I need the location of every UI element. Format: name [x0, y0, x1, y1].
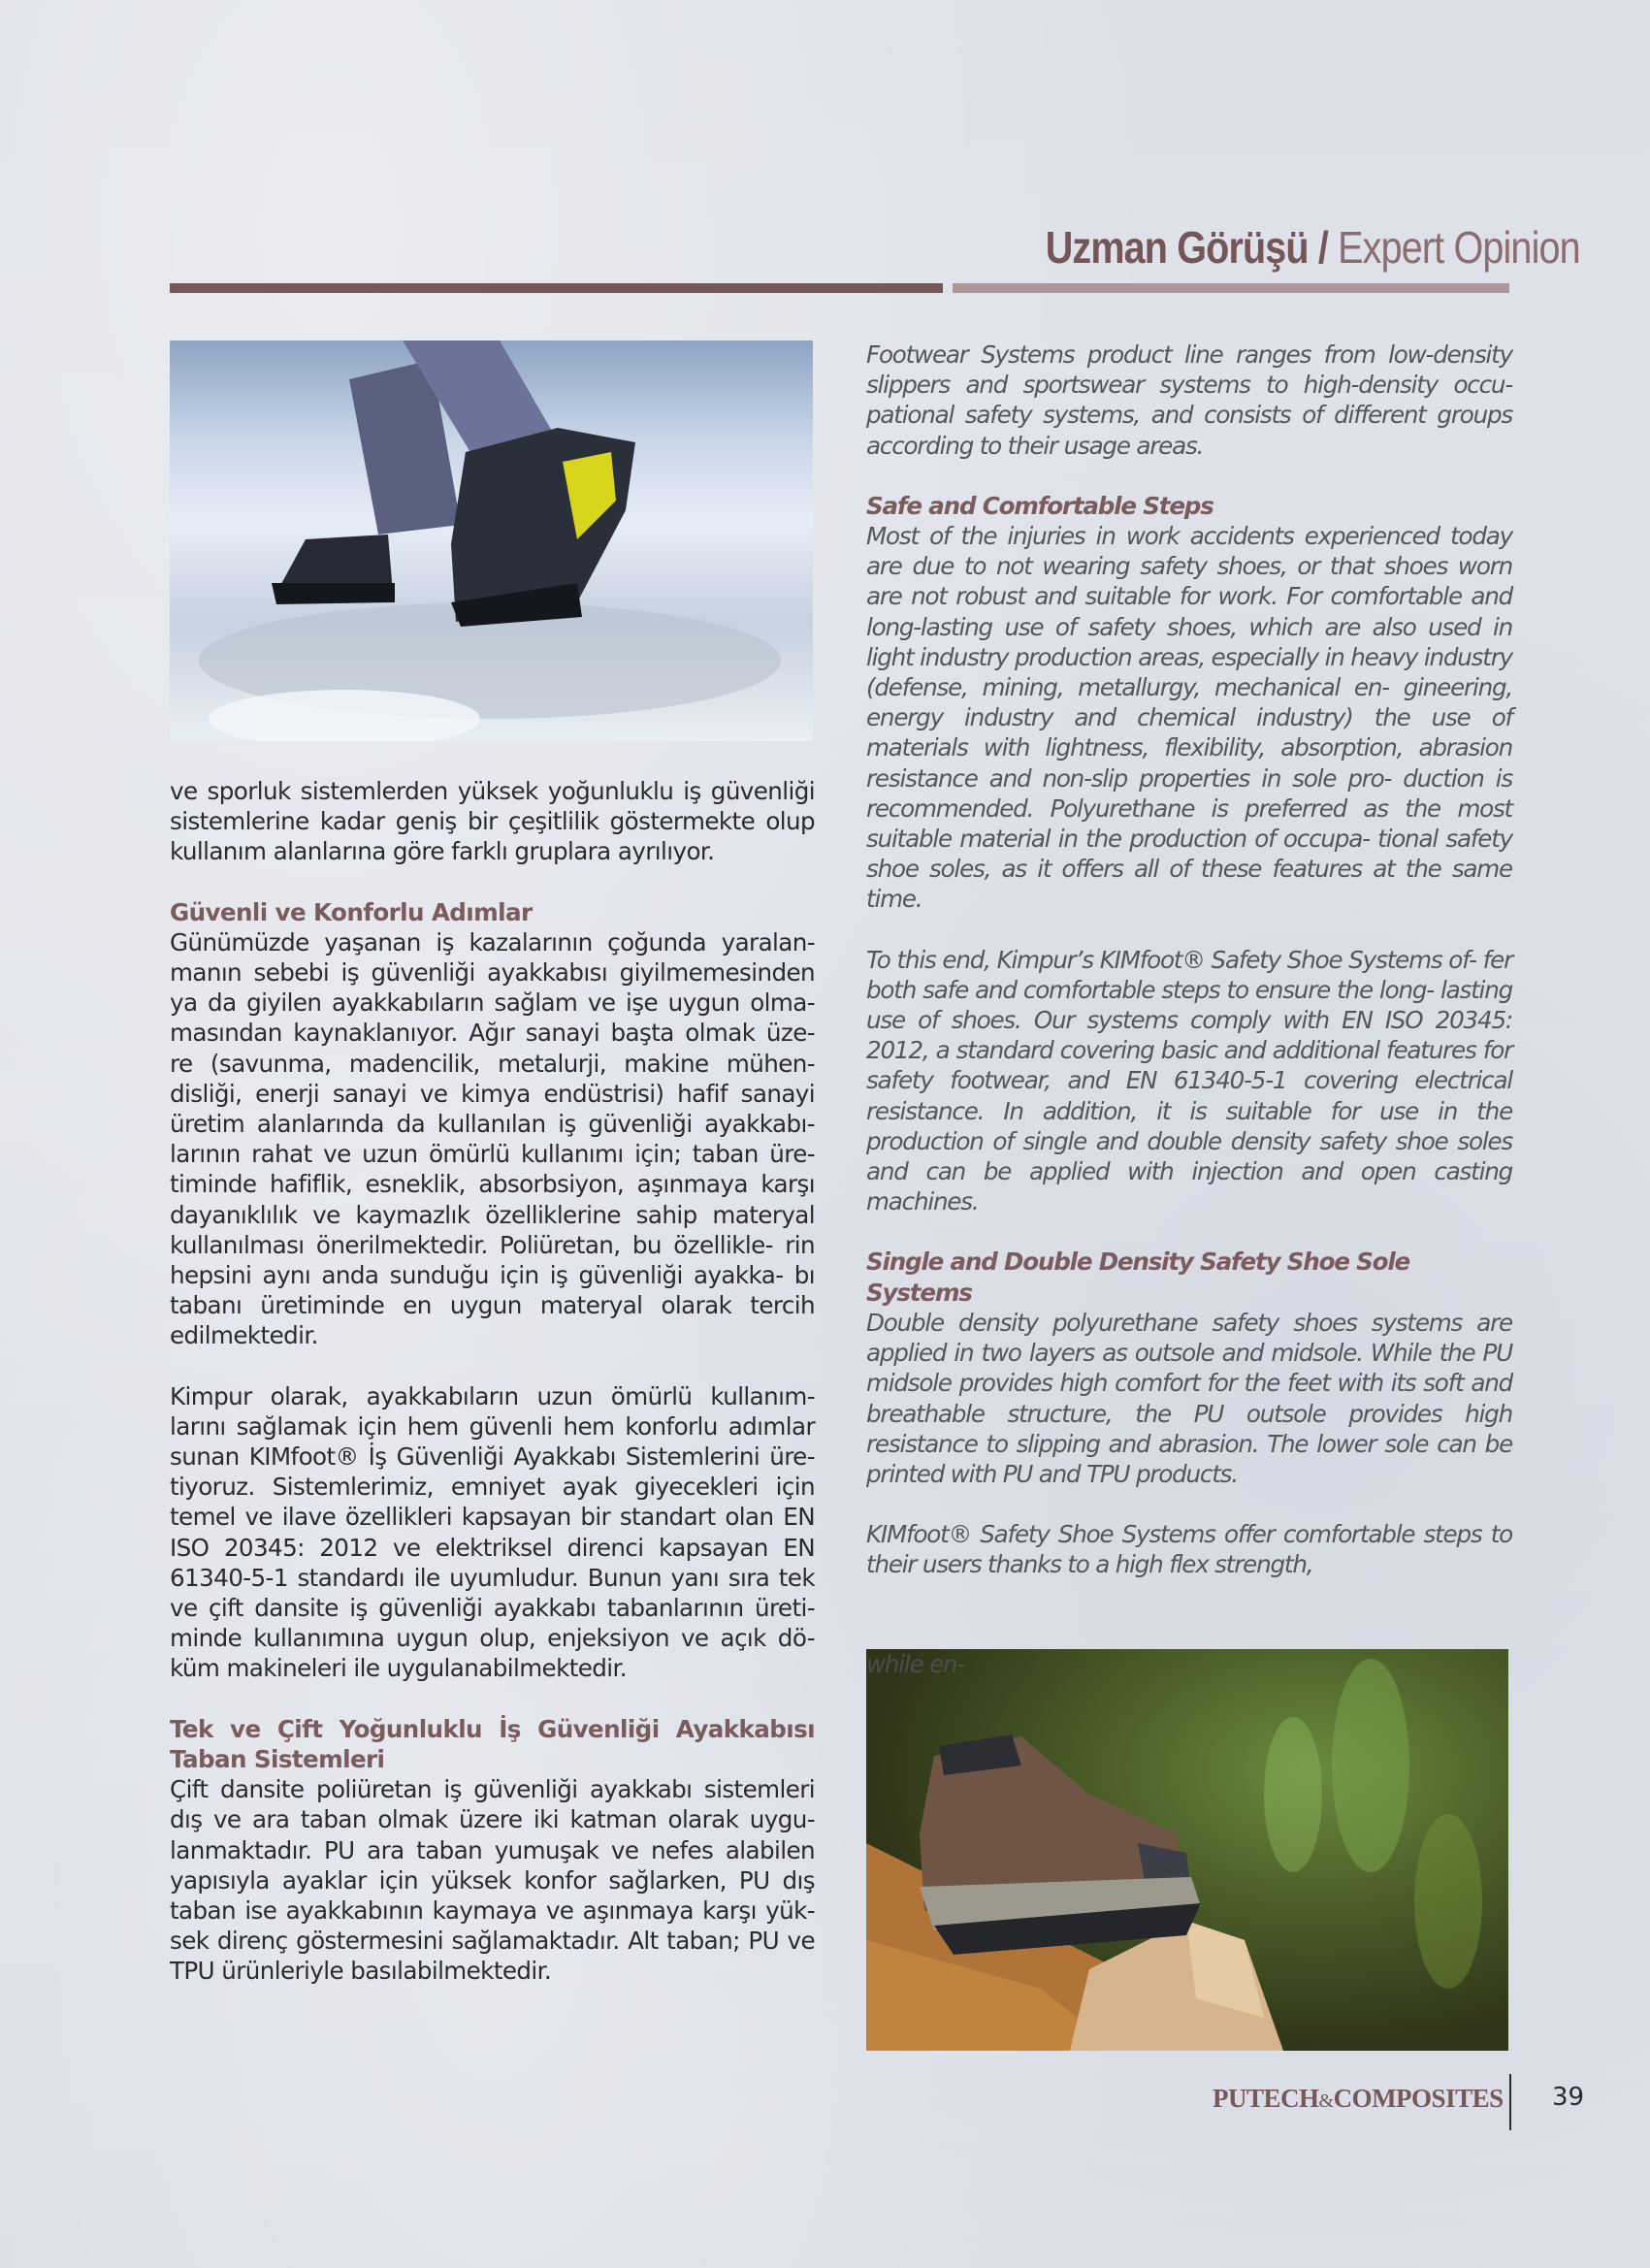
footer-divider — [1509, 2074, 1511, 2130]
page-number: 39 — [1552, 2083, 1585, 2112]
english-overflow-text: while en- — [866, 1650, 965, 1678]
logo-text-putech: PUTECH — [1213, 2084, 1319, 2113]
hiking-boot-illustration — [866, 1649, 1508, 2051]
turkish-section1-heading: Güvenli ve Konforlu Adımlar — [170, 897, 533, 926]
header-title-english: Expert Opinion — [1338, 222, 1580, 273]
header-title-turkish: Uzman Görüşü / — [1045, 222, 1329, 273]
turkish-article-column — [170, 776, 815, 1987]
english-section1-heading: Safe and Comfortable Steps — [866, 491, 1213, 520]
english-section1-paragraph1: Most of the injuries in work accidents experienced today are due to not wearing safety shoes, or that shoes worn are not robust and suitable for work. For comfortable and long-lasting use of safety shoes, which are also used in light industry production areas, especially in heavy industry (defense, mining, metallurgy, mechanical en- gineering, energy industry and chemical industry) the use of materials with lightness, flexibility, absorption, abrasion resistance and non-slip properties in sole pro- duction is recommended. Polyurethane is preferred as the most suitable material in the production of occupa- tional safety shoe soles, as it offers all of these features at the same time. — [866, 522, 1512, 914]
header-rule-dark — [170, 283, 943, 293]
english-article-column — [866, 340, 1512, 1580]
turkish-section2-paragraph1: Çift dansite poliüretan iş güvenliği ayakkabı sistemleri dış ve ara taban olmak üzere iki katman olarak uygu- lanmaktadır. PU ara taban yumuşak ve nefes alabilen yapısıyla ayaklar için yüksek konfor sağlarken, PU dış taban ise ayakkabının kaymaya ve aşınmaya karşı yük- sek direnç göstermesini sağlamaktadır. Alt taban; PU ve TPU ürünleriyle basılabilmektedir. — [170, 1775, 815, 1986]
english-section2-paragraph1: Double density polyurethane safety shoes systems are applied in two layers as outsole and midsole. While the PU midsole provides high comfort for the feet with its soft and breathable structure, the PU outsole provides high resistance to slipping and abrasion. The lower sole can be printed with PU and TPU products. — [866, 1308, 1512, 1488]
safety-boots-on-ice-photo — [170, 340, 813, 741]
turkish-section1-paragraph1: Günümüzde yaşanan iş kazalarının çoğunda yaralan- manın sebebi iş güvenliği ayakkabısı giyilmemesinden ya da giyilen ayakkabıların sağlam ve işe uygun olma- masından kaynaklanıyor. Ağır sanayi başta olmak üze- re (savunma, madencilik, metalurji, makine mühen- disliği, enerji sanayi ve kimya endüstrisi) hafif sanayi üretim alanlarında da kullanılan iş güvenliği ayakkabı- larının rahat ve uzun ömürlü kullanımı için; taban üre- timinde hafiflik, esneklik, absorbsiyon, aşınmaya karşı dayanıklılık ve kaymazlık özelliklerine sahip materyal kullanılması önerilmektedir. Poliüretan, bu özellikle- rin hepsini aynı anda sunduğu için iş güvenliği ayakka- bı tabanı üretiminde en uygun materyal olarak tercih edilmektedir. — [170, 927, 815, 1350]
logo-ampersand: & — [1318, 2090, 1334, 2112]
turkish-intro-paragraph: ve sporluk sistemlerden yüksek yoğunluklu iş güvenliği sistemlerine kadar geniş bir çeşitlilik göstermekte olup kullanım alanlarına göre farklı gruplara ayrılıyor. — [170, 777, 815, 866]
header-rule-light — [953, 283, 1509, 293]
english-section1-paragraph2: To this end, Kimpur’s KIMfoot® Safety Shoe Systems of- fer both safe and comfortable steps to ensure the long- lasting use of shoes. Our systems comply with EN ISO 20345: 2012, a standard covering basic and additional features for safety footwear, and EN 61340-5-1 covering electrical resistance. In addition, it is suitable for use in the production of single and double density safety shoe soles and can be applied with injection and open casting machines. — [866, 945, 1512, 1216]
hiking-boot-on-rock-photo — [866, 1649, 1508, 2051]
turkish-section1-paragraph2: Kimpur olarak, ayakkabıların uzun ömürlü kullanım- larını sağlamak için hem güvenli hem konforlu adımlar sunan KIMfoot® İş Güvenliği Ayakkabı Sistemlerini üre- tiyoruz. Sistemlerimiz, emniyet ayak giyecekleri için temel ve ilave özellikleri kapsayan bir standart olan EN ISO 20345: 2012 ve elektriksel direnci kapsayan EN 61340-5-1 standardı ile uyumludur. Bunun yanı sıra tek ve çift dansite iş güvenliği ayakkabı tabanlarının üreti- minde kullanımına uygun olup, enjeksiyon ve açık dö- küm makineleri ile uygulanabilmektedir. — [170, 1381, 815, 1683]
publication-logo — [1213, 2084, 1504, 2114]
english-intro-paragraph: Footwear Systems product line ranges from low-density slippers and sportswear systems to high-density occu- pational safety systems, and consists of different groups according to their usage areas. — [866, 340, 1512, 460]
logo-text-composites: COMPOSITES — [1333, 2084, 1504, 2113]
boots-on-ice-illustration — [170, 340, 813, 741]
english-section2-paragraph2: KIMfoot® Safety Shoe Systems offer comfortable steps to their users thanks to a high flex strength, — [866, 1520, 1512, 1579]
turkish-section2-heading: Tek ve Çift Yoğunluklu İş Güvenliği Ayakkabısı Taban Sistemleri — [170, 1714, 815, 1773]
english-section2-heading: Single and Double Density Safety Shoe Sole Systems — [866, 1247, 1410, 1307]
page-header-title — [1046, 221, 1580, 274]
